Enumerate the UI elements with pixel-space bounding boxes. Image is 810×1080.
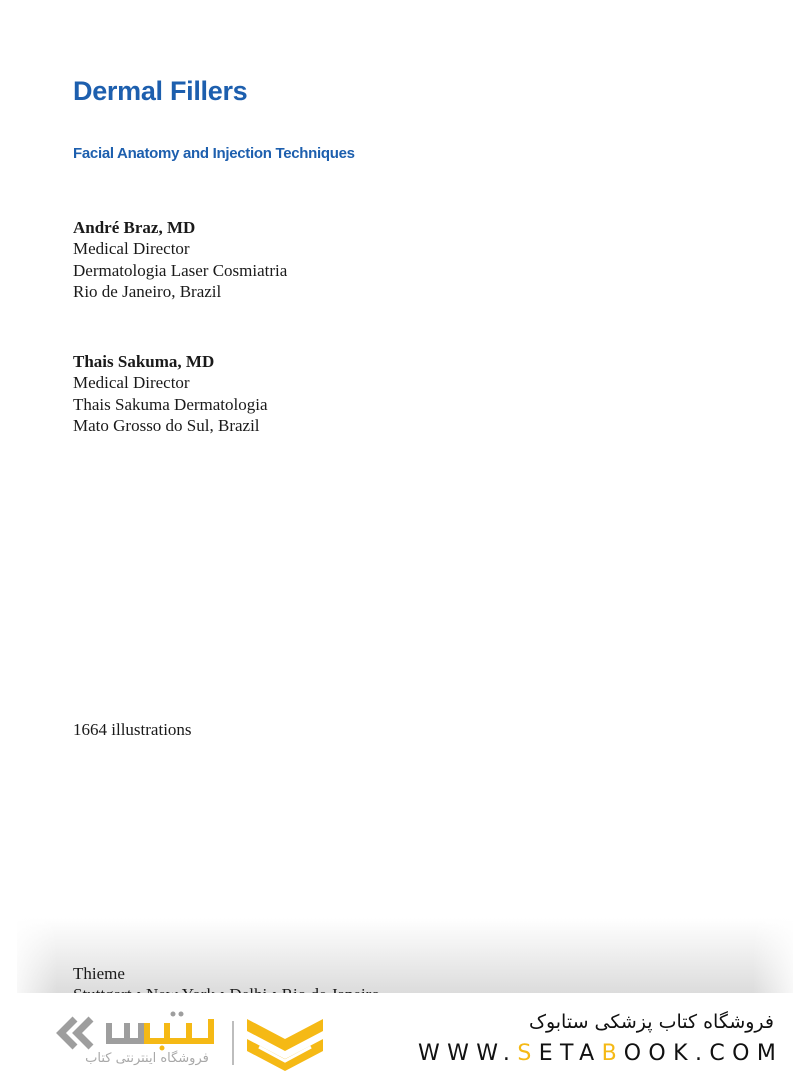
author-name: Thais Sakuma, MD: [73, 352, 215, 371]
illustrations-count: 1664 illustrations: [73, 720, 192, 739]
setabook-logo: [55, 1011, 325, 1071]
book-title: Dermal Fillers: [73, 76, 248, 106]
logo-tagline: فروشگاه اینترنتی کتاب: [85, 1051, 209, 1066]
author-block: [73, 217, 287, 302]
author-role: Medical Director: [73, 239, 190, 259]
author-block: [73, 351, 268, 436]
store-name: فروشگاه کتاب پزشکی ستابوک: [528, 1011, 774, 1033]
setabook-wordmark-icon: [107, 1011, 217, 1051]
url-part: OOK.COM: [623, 1041, 784, 1066]
logo-divider: [232, 1021, 234, 1065]
author-location: Rio de Janeiro, Brazil: [73, 281, 222, 301]
double-chevron-left-icon: [55, 1015, 105, 1051]
author-location: Mato Grosso do Sul, Brazil: [73, 415, 260, 435]
publisher-band: [17, 918, 793, 993]
url-part: ETA: [538, 1041, 602, 1066]
author-affiliation: Thais Sakuma Dermatologia: [73, 394, 268, 414]
store-url-link[interactable]: [418, 1041, 783, 1066]
author-affiliation: Dermatologia Laser Cosmiatria: [73, 260, 288, 280]
book-emblem-icon: [245, 1017, 325, 1075]
watermark-banner: [0, 993, 810, 1080]
author-name: André Braz, MD: [73, 218, 196, 237]
url-accent-letter: B: [601, 1041, 624, 1066]
book-subtitle: Facial Anatomy and Injection Techniques: [73, 145, 355, 162]
publisher-name: Thieme: [73, 964, 125, 983]
author-role: Medical Director: [73, 373, 190, 393]
url-part: WWW.: [418, 1041, 518, 1066]
url-accent-letter: S: [517, 1041, 539, 1066]
